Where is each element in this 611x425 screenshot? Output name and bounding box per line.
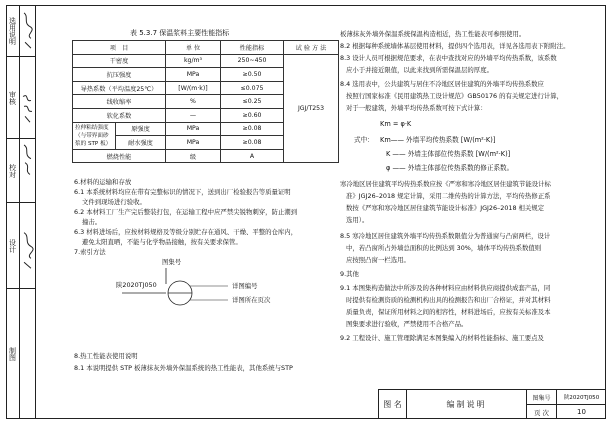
table-cell: MPa [166, 122, 221, 136]
table-cell: 线收缩率 [73, 95, 166, 109]
formula-phi: φ —— 外墙主体部位传热系数的修正系数。 [386, 164, 514, 172]
table-cell: — [166, 108, 221, 122]
table-cell: 级 [166, 149, 221, 163]
right-text-13: 中，若凸窗所占外墙总面积的比例达到 30%，墙体平均传热系数值则 [346, 244, 542, 252]
signature-sidebar [6, 5, 36, 419]
table-cell: ≥0.08 [221, 122, 284, 136]
sidebar-jiaodui [6, 139, 35, 203]
signature-mark [21, 139, 34, 202]
left-text-6: 6.3 材料进场后，应按材料规格及等级分别贮存在通风、干燥、平整的仓库内， [74, 228, 298, 236]
table-cell: 耐水强度 [116, 136, 166, 150]
sidebar-label: 设计 [6, 203, 20, 288]
left-bottom-1: 8.热工性能表使用说明 [74, 352, 138, 360]
right-text-6: 按照行国家标准《民用建筑热工设计规范》GB50176 的有关规定进行计算， [346, 92, 564, 100]
table-cell: kg/m³ [166, 54, 221, 68]
right-text-2: 8.2 根据每种系统墙体基层使用材料，提供四个选用表，详见各选用表下附附注。 [340, 42, 570, 50]
right-text-4: 应小于并接近限值，以此来找到所需保温层的厚度。 [346, 66, 493, 74]
right-text-10: 数按《严寒和寒冷地区居住建筑节能设计标准》JGJ26–2018 相关规定 [346, 204, 545, 212]
drawing-name: 编制说明 [407, 390, 527, 419]
right-text-18: 质量负责，保证所用材料之间的相容性，材料进场后，应按有关标准及本 [346, 308, 551, 316]
table-cell: ≤0.075 [221, 81, 284, 95]
index-detail-label: 详图所在页次 [232, 296, 271, 304]
left-text-8: 7.索引方法 [74, 248, 106, 256]
table-cell: ≥0.08 [221, 136, 284, 150]
page-number: 10 [577, 408, 586, 416]
right-text-1: 板薄抹灰外墙外保温系统保温构造相近，热工性能表可参照使用。 [340, 30, 526, 38]
sidebar-shenhe [6, 57, 35, 139]
formula-main: Km = φ·K [380, 120, 412, 128]
sidebar-label: 审核 [6, 57, 20, 138]
table-cell: 抗压强度 [73, 68, 166, 82]
right-text-19: 图集要求进行验收，严禁使用不合格产品。 [346, 320, 468, 328]
table-cell: 原强度 [116, 122, 166, 136]
left-text-7: 避免太阳直晒，不能与化学物品接触，按有关要求保管。 [82, 238, 242, 246]
right-text-20: 9.2 工程设计、施工管理除满足本图集编入的材料性能指标、施工要点及 [340, 334, 544, 342]
signature-mark [21, 5, 34, 56]
signature-mark [21, 57, 34, 138]
table-caption: 表 5.3.7 保温浆料主要性能指标 [130, 29, 230, 37]
right-text-7: 对于一般建筑，外墙平均传热系数可按下式计算： [346, 104, 487, 112]
table-cell: 导热系数（平均温度25℃） [73, 81, 166, 95]
left-bottom-2: 8.1 本说明提供 STP 板薄抹灰外墙外保温系统的热工性能表，其他系统与STP [74, 364, 293, 372]
table-cell: 燃烧性能 [73, 149, 166, 163]
table-cell: MPa [166, 136, 221, 150]
sidebar-sheji [6, 203, 35, 289]
formula-km: Km—— 外墙平均传热系数 [W/(m²·K)] [380, 136, 496, 144]
left-text-3: 文件到现场进行验收。 [82, 198, 146, 206]
table-cell: MPa [166, 68, 221, 82]
sidebar-label: 选用说明 [6, 5, 20, 56]
table-cell: ≥0.60 [221, 108, 284, 122]
signature-mark [21, 203, 34, 288]
table-header: 试 验 方 法 [284, 41, 339, 55]
right-text-12: 8.5 寒冷地区居住建筑外墙平均传热系数限值分为普通窗与凸窗两栏，设计 [340, 232, 551, 240]
table-cell: ≥0.50 [221, 68, 284, 82]
table-cell: ≤0.25 [221, 95, 284, 109]
right-text-9: 准》JGJ26–2018 规定计算，采用二维传热的计算方法，平均传热修正系 [346, 192, 551, 200]
right-text-17: 时提供有检测资质的检测机构出具的检测报告和出厂合格证，并对其材料 [346, 296, 551, 304]
drawing-name-label: 图 名 [379, 390, 407, 419]
table-cell: % [166, 95, 221, 109]
atlas-number: 陕2020TJ050 [557, 390, 606, 405]
right-text-15: 9.其他 [340, 270, 359, 278]
sidebar-xuanyong [6, 5, 35, 57]
material-performance-table [72, 40, 339, 163]
sidebar-label: 校对 [6, 139, 20, 202]
formula-k: K —— 外墙主体部位传热系数 [W/(m²·K)] [386, 150, 511, 158]
table-cell: 软化系数 [73, 108, 166, 122]
left-text-2: 6.1 本系统材料均应在带有完整标识的情况下，送到出厂检验报告等质量证明 [74, 188, 291, 196]
table-cell: A [221, 149, 284, 163]
table-cell: 干密度 [73, 54, 166, 68]
title-block [378, 389, 606, 419]
table-cell: [W/(m·k)] [166, 81, 221, 95]
right-text-14: 应按照凸窗一栏选用。 [346, 256, 410, 264]
test-method-cell: JGJ/T253 [284, 54, 339, 163]
page-label: 页 次 [527, 405, 557, 419]
right-text-8: 寒冷地区居住建筑平均传热系数应按《严寒和寒冷地区居住建筑节能设计标 [340, 180, 551, 188]
left-text-5: 撞击。 [82, 218, 102, 226]
right-text-3: 8.3 设计人员可根据规范要求，在表中查找对应的外墙平均传热系数，该系数 [340, 54, 557, 62]
atlas-number-label: 图集号 [527, 390, 557, 405]
index-group-label: 图集号 [162, 258, 182, 266]
table-row [73, 54, 339, 68]
right-text-5: 8.4 选用表中，公共建筑与居住不冷地区居住建筑的外墙平均传热系数应 [340, 80, 544, 88]
table-cell: 250~450 [221, 54, 284, 68]
index-symbol [120, 264, 230, 324]
sidebar-zhitu [6, 289, 35, 419]
table-header: 性能指标 [221, 41, 284, 55]
index-page-label: 详图编号 [232, 282, 258, 290]
left-text-1: 6.材料的运输和存放 [74, 178, 132, 186]
index-code: 陕2020TJ050 [116, 281, 157, 289]
right-text-16: 9.1 本图集构造做法中所涉及的各种材料应由材料供应商提供成套产品，同 [340, 284, 551, 292]
table-header: 项 目 [73, 41, 166, 55]
formula-lead: 式中： [354, 136, 374, 144]
left-text-4: 6.2 本材料工厂生产完后整装打包，在运输工程中应严禁尖锐物刺穿，防止潮到 [74, 208, 298, 216]
table-cell: 拉伸粘结强度（与带界面砂浆的 STP 板） [73, 122, 116, 149]
right-text-11: 选用）。 [346, 216, 369, 224]
sidebar-label: 制图 [6, 289, 20, 419]
table-header: 单 位 [166, 41, 221, 55]
